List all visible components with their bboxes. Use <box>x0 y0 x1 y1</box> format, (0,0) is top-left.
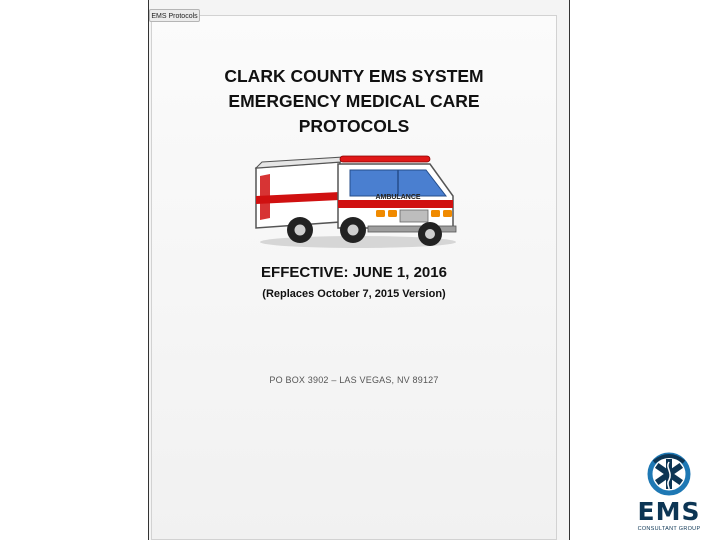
logo-wordmark: EMS <box>637 497 701 526</box>
tab-ems-protocols[interactable]: EMS Protocols <box>149 9 200 22</box>
ambulance-lettering: AMBULANCE <box>375 194 421 201</box>
mailing-address: PO BOX 3902 – LAS VEGAS, NV 89127 <box>269 375 439 385</box>
ambulance-icon <box>248 150 458 250</box>
title-line-2: EMERGENCY MEDICAL CARE <box>228 91 480 111</box>
effective-date: EFFECTIVE: JUNE 1, 2016 <box>261 264 447 281</box>
document-title <box>151 64 557 139</box>
logo-subtitle: CONSULTANT GROUP <box>637 526 701 532</box>
title-line-3: PROTOCOLS <box>298 116 410 136</box>
replaces-note: (Replaces October 7, 2015 Version) <box>262 288 446 300</box>
title-line-1: CLARK COUNTY EMS SYSTEM <box>224 66 484 86</box>
